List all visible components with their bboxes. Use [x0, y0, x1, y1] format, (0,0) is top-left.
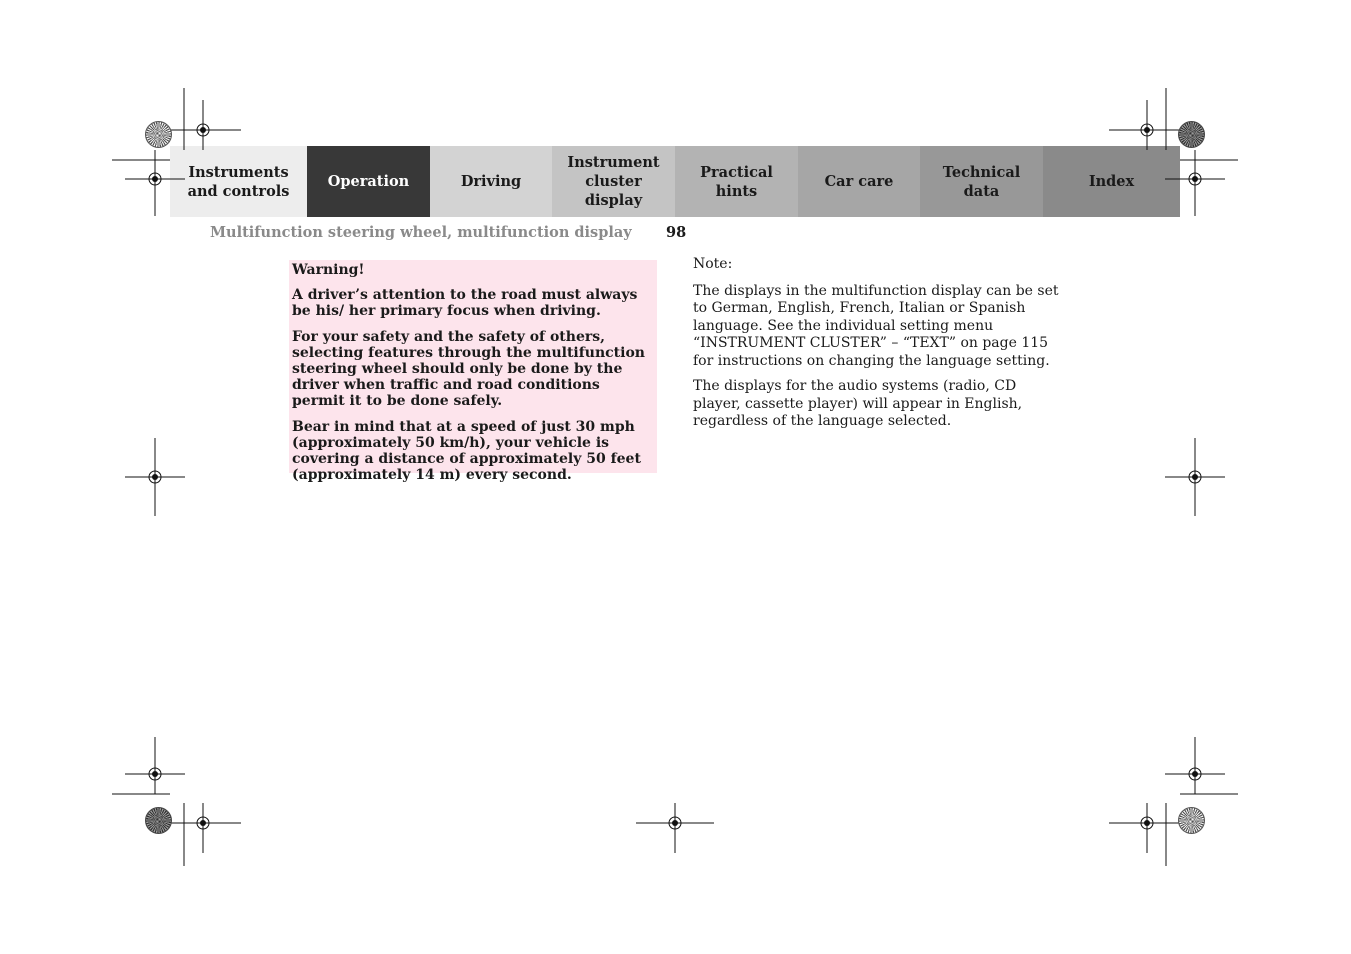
tab-label: Car care [824, 173, 894, 190]
tab-practical-hints[interactable] [675, 146, 798, 217]
tab-operation[interactable] [307, 146, 430, 217]
tab-label-line2: and controls [187, 182, 290, 200]
tab-label: Operation [327, 173, 410, 190]
tab-label-line1: Technical [942, 163, 1021, 181]
section-title: Multifunction steering wheel, multifunction display [210, 224, 632, 241]
section-tabs [170, 146, 1180, 217]
tab-car-care[interactable] [798, 146, 920, 217]
note-paragraph: The displays for the audio systems (radio, CD player, cassette player) will appear in English, regardless of the language selected. [693, 378, 1023, 429]
tab-index[interactable] [1043, 146, 1180, 217]
tab-instruments-and-controls[interactable] [170, 146, 307, 217]
tab-label-line1: Instruments [188, 163, 289, 181]
tab-label: Index [1088, 173, 1135, 190]
registration-rosette-icon [1178, 807, 1205, 834]
registration-rosette-icon [1178, 121, 1205, 148]
warning-paragraph: For your safety and the safety of others, selecting features through the multifunction steering wheel should only be done by the driver when traffic and road conditions permit it to be done safely. [292, 329, 645, 409]
tab-label: Practical hints [700, 163, 773, 200]
tab-label-line1: Instrument [567, 154, 660, 171]
warning-paragraph: Bear in mind that at a speed of just 30 mph (approximately 50 km/h), your vehicle is covering a distance of approximately 50 feet (approximately 14 m) every second. [292, 419, 641, 483]
tab-instrument-cluster-display[interactable] [552, 146, 675, 217]
tab-label-line2: cluster display [584, 173, 643, 209]
note-block [693, 256, 1068, 439]
tab-label: Driving [460, 173, 522, 190]
tab-label-line2: data [963, 182, 1000, 200]
note-title: Note: [693, 256, 733, 272]
page-number: 98 [666, 224, 687, 241]
warning-paragraph: A driver’s attention to the road must always be his/ her primary focus when driving. [292, 287, 638, 319]
tab-driving[interactable] [430, 146, 552, 217]
note-paragraph: The displays in the multifunction display can be set to German, English, French, Italian or Spanish language. See the individual setting menu “INSTRUMENT CLUSTER” – “TEXT” on page 115 for instructions on changing the language setting. [693, 282, 1059, 369]
warning-title: Warning! [292, 262, 365, 278]
registration-rosette-icon [145, 807, 172, 834]
warning-box [289, 260, 657, 483]
tab-technical-data[interactable] [920, 146, 1043, 217]
registration-rosette-icon [145, 121, 172, 148]
